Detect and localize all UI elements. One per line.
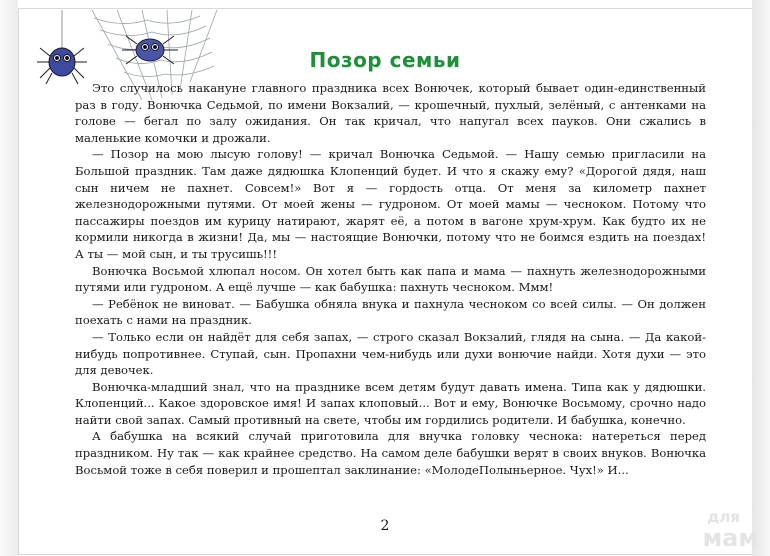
paragraph: — Только если он найдёт для себя запах, — строго сказал Вокзалий, глядя на сына. — Да какой-нибудь попротивнее. Ступай, сын. Пропахни чем-нибудь или духи вонючие найди. Хотя духи — это для девочек. (75, 329, 706, 378)
spider-icon (37, 10, 87, 84)
paragraph: — Позор на мою лысую голову! — кричал Вонючка Седьмой. — Нашу семью пригласили на Большой праздник. Там даже дядюшка Клопенций будет. И что я скажу ему? «Дорогой дядя, наш сын ничем не пахнет. Совсем!» Вот я — гордость отца. От меня за километр пахнет железнодорожными путями. От моей жены — гудроном. От моей мамы — чесноком. Потому что пассажиры поездов им курицу натирают, жарят её, а потом в вагоне хрум-хрум. Как будто их не кормили никогда в жизни! Да, мы — настоящие Вонючки, потому что не боимся ездить на поездах! А ты — мой сын, и ты трусишь!!! (75, 147, 706, 261)
story-text (75, 80, 706, 478)
watermark-top: для (707, 508, 740, 526)
paragraph: — Ребёнок не виноват. — Бабушка обняла внука и пахнула чесноком со всей силы. — Он должен поехать с нами на праздник. (75, 296, 706, 328)
page-right-edge (752, 0, 770, 556)
paragraph: Это случилось накануне главного праздника всех Вонючек, который бывает один-единственный раз в году. Вонючка Седьмой, по имени Вокзалий, — крошечный, пухлый, зелёный, с антенками на голове — бегал по залу ожидания. Он так кричал, что напугал всех пауков. Они сжались в маленькие комочки и дрожали. (75, 81, 706, 145)
paragraph: Вонючка Восьмой хлюпал носом. Он хотел быть как папа и мама — пахнуть железнодорожными путями или гудроном. А ещё лучше — как бабушка: пахнуть чесноком. Ммм! (75, 263, 706, 295)
paragraph: Вонючка-младший знал, что на празднике всем детям будут давать имена. Типа как у дядюшки. Клопенций... Какое здоровское имя! И запах клоповый... Вот и ему, Вонючке Восьмому, срочно надо найти свой запах. Самый противный на свете, чтобы им гордились родители. И бабушка, конечно. (75, 379, 706, 427)
page-title: Позор семьи (309, 48, 461, 72)
paragraph: А бабушка на всякий случай приготовила для внучка головку чеснока: натереться перед праздником. Ну так — как крайнее средство. На самом деле бабушки верят в своих внуков. Вонючка Восьмой тоже в себя поверил и прошептал заклинание: «МолодеПолыньерное. Чух!» И... (75, 429, 706, 477)
page-number: 2 (380, 518, 390, 534)
page-left-edge (0, 0, 18, 556)
watermark-logo (678, 508, 758, 552)
watermark-bottom: мам (702, 524, 758, 552)
